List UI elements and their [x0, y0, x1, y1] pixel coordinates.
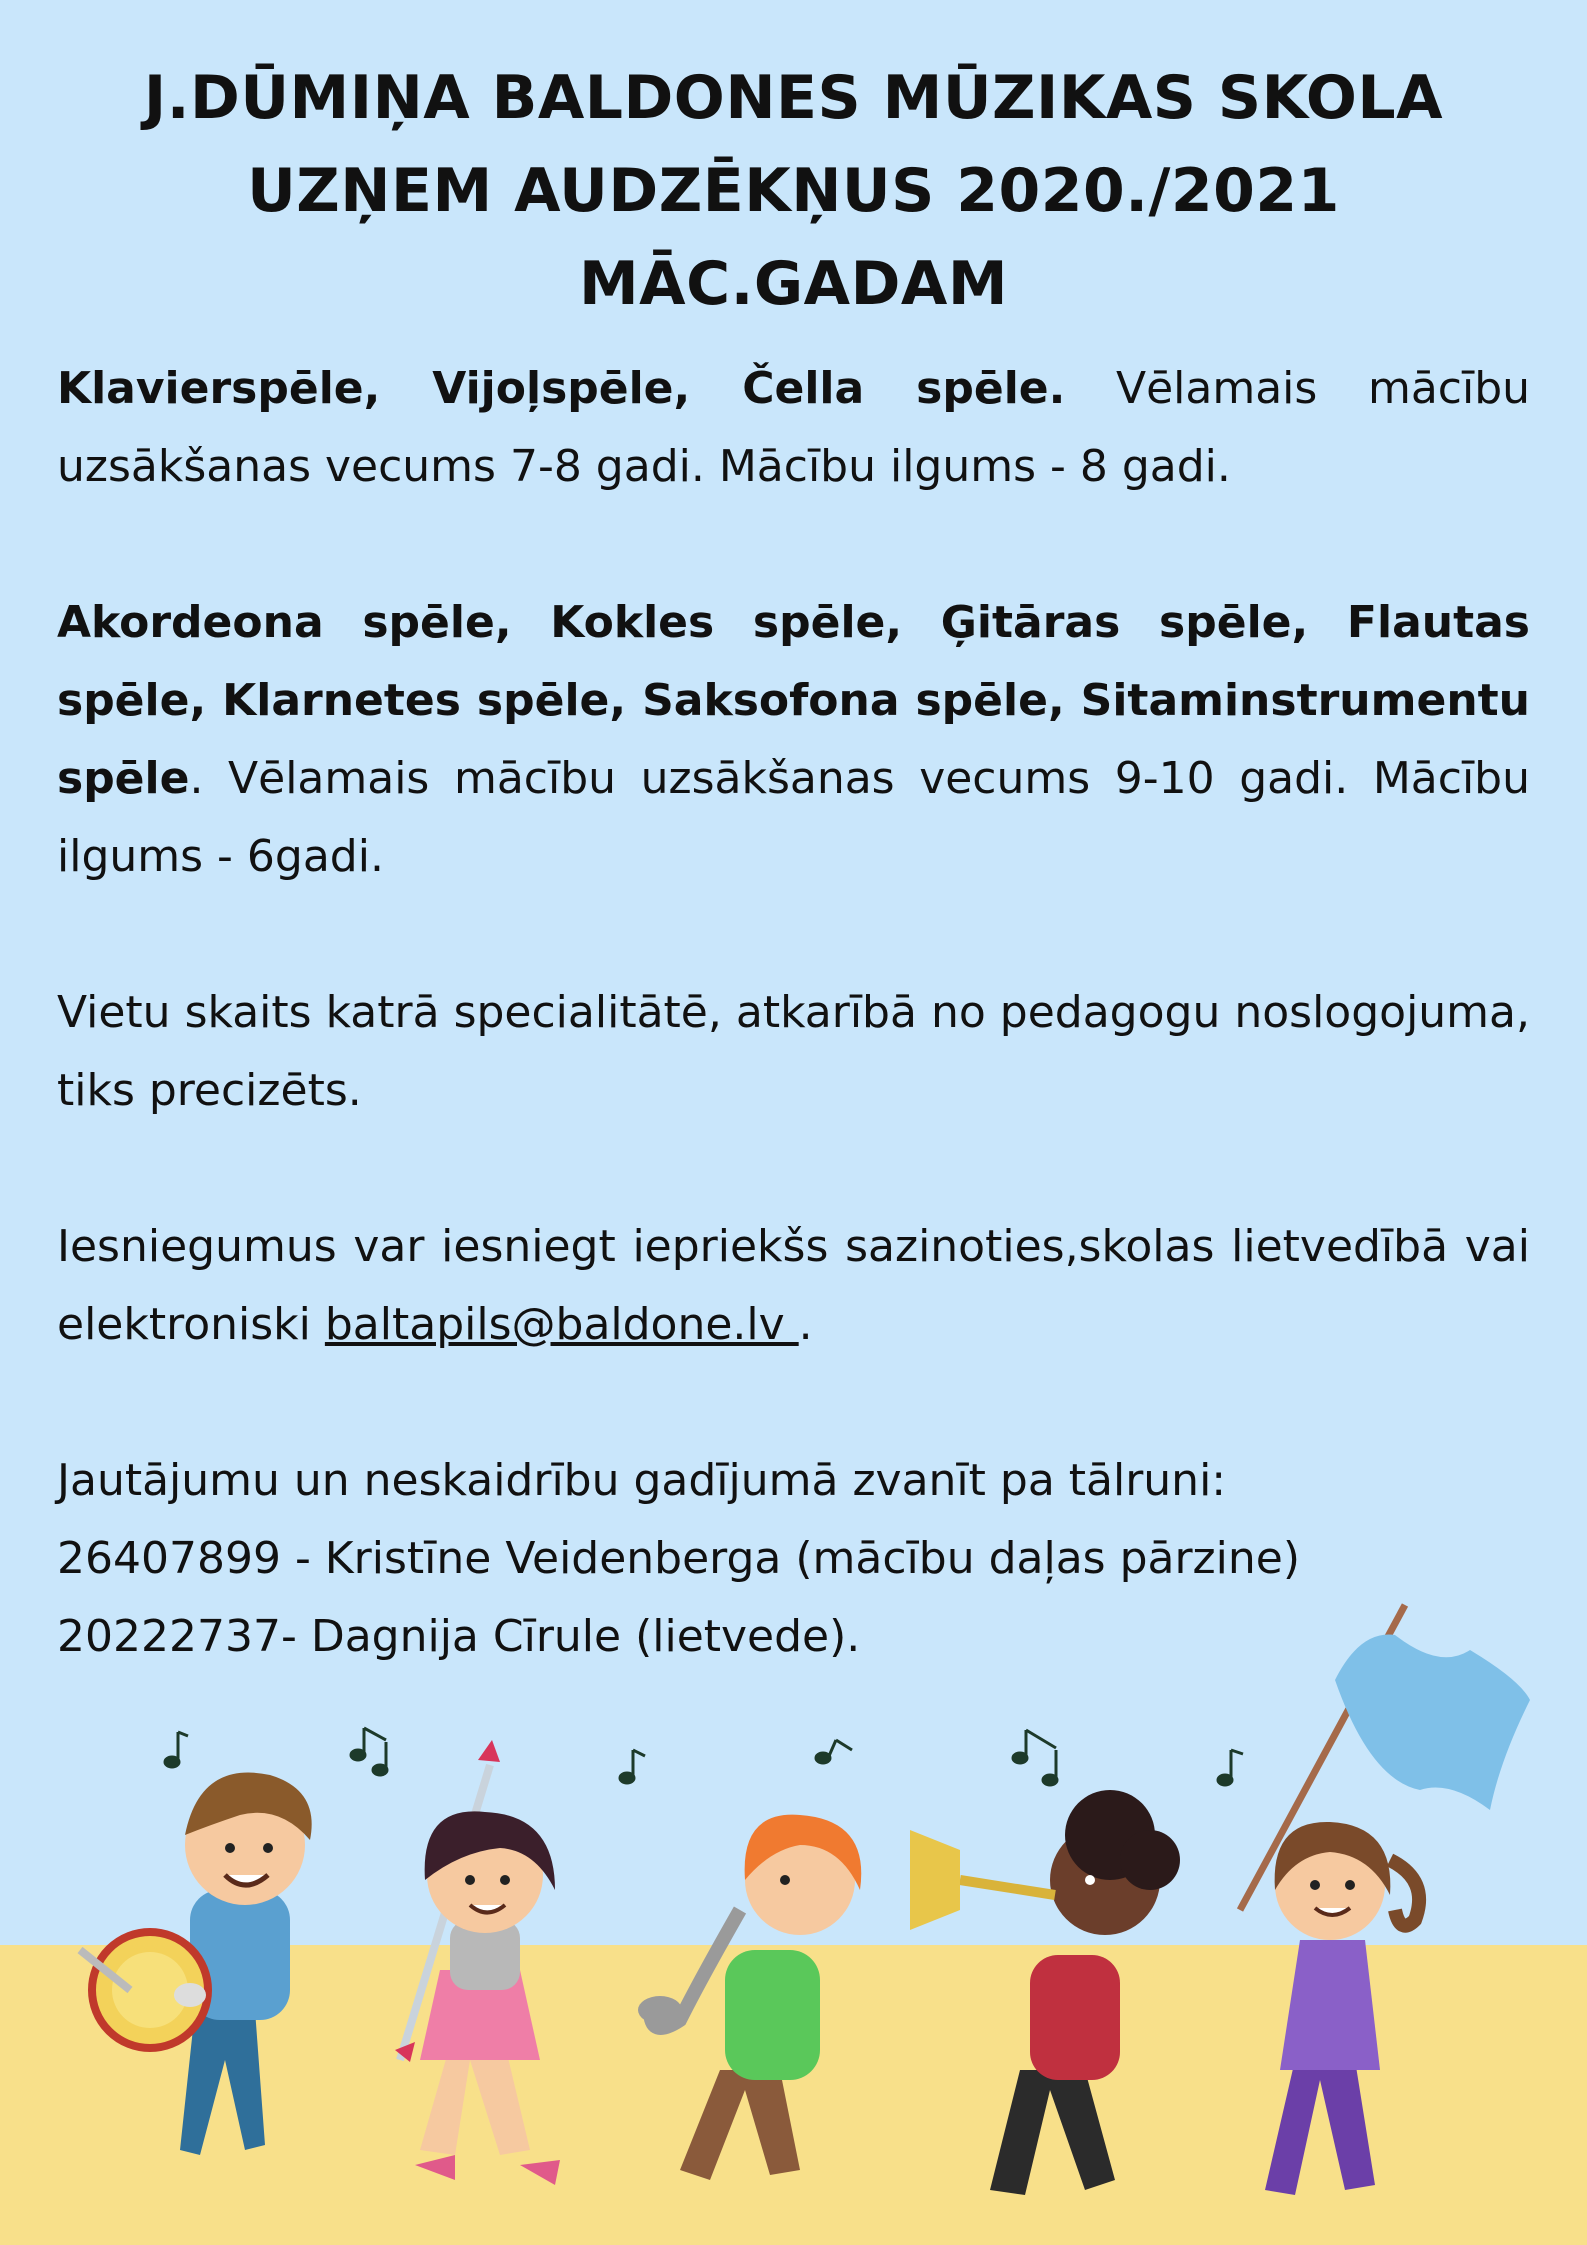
title-line-2: UZŅEM AUDZĒKŅUS 2020./2021	[247, 156, 1340, 226]
applications-end: .	[798, 1299, 813, 1350]
child-baton-girl	[395, 1740, 560, 2185]
child-flag	[1240, 1605, 1530, 2195]
paragraph-applications	[57, 1208, 1530, 1364]
age-info-1: Vēlamais mācību uzsākšanas vecums 7-8 gadi. Mācību ilgums - 8 gadi.	[57, 363, 1531, 492]
music-notes-icon	[165, 1728, 1243, 1785]
applications-text: Iesniegumus var iesniegt iepriekšs sazinoties,skolas lietvedībā vai elektroniski	[57, 1221, 1530, 1350]
child-saxophone	[638, 1815, 861, 2180]
contact-1: 26407899 - Kristīne Veidenberga (mācību daļas pārzine)	[57, 1533, 1300, 1584]
page-title	[60, 52, 1527, 331]
paragraph-places	[57, 974, 1530, 1130]
places-text: Vietu skaits katrā specialitātē, atkarībā no pedagogu noslogojuma, tiks precizēts.	[57, 987, 1530, 1116]
children-band-illustration	[0, 1590, 1587, 2245]
child-trumpet	[910, 1790, 1180, 2195]
title-line-1: J.DŪMIŅA BALDONES MŪZIKAS SKOLA	[143, 63, 1444, 133]
paragraph-other-instruments	[57, 584, 1530, 896]
child-drummer	[80, 1773, 312, 2156]
contacts-intro: Jautājumu un neskaidrību gadījumā zvanīt pa tālruni:	[57, 1455, 1227, 1506]
title-line-3: MĀC.GADAM	[578, 249, 1009, 319]
content	[57, 350, 1530, 1676]
email-link[interactable]: baltapils@baldone.lv	[324, 1299, 799, 1350]
instruments-group-1: Klavierspēle, Vijoļspēle, Čella spēle.	[57, 363, 1066, 414]
paragraph-piano-violin	[57, 350, 1530, 506]
flag-icon	[1335, 1635, 1530, 1810]
age-info-2: . Vēlamais mācību uzsākšanas vecums 9-10 gadi. Mācību ilgums - 6gadi.	[57, 753, 1530, 882]
contact-2: 20222737- Dagnija Cīrule (lietvede).	[57, 1611, 861, 1662]
instruments-group-2: Akordeona spēle, Kokles spēle, Ģitāras spēle, Flautas spēle, Klarnetes spēle, Saksofona spēle, Sitaminstrumentu spēle	[57, 597, 1530, 804]
